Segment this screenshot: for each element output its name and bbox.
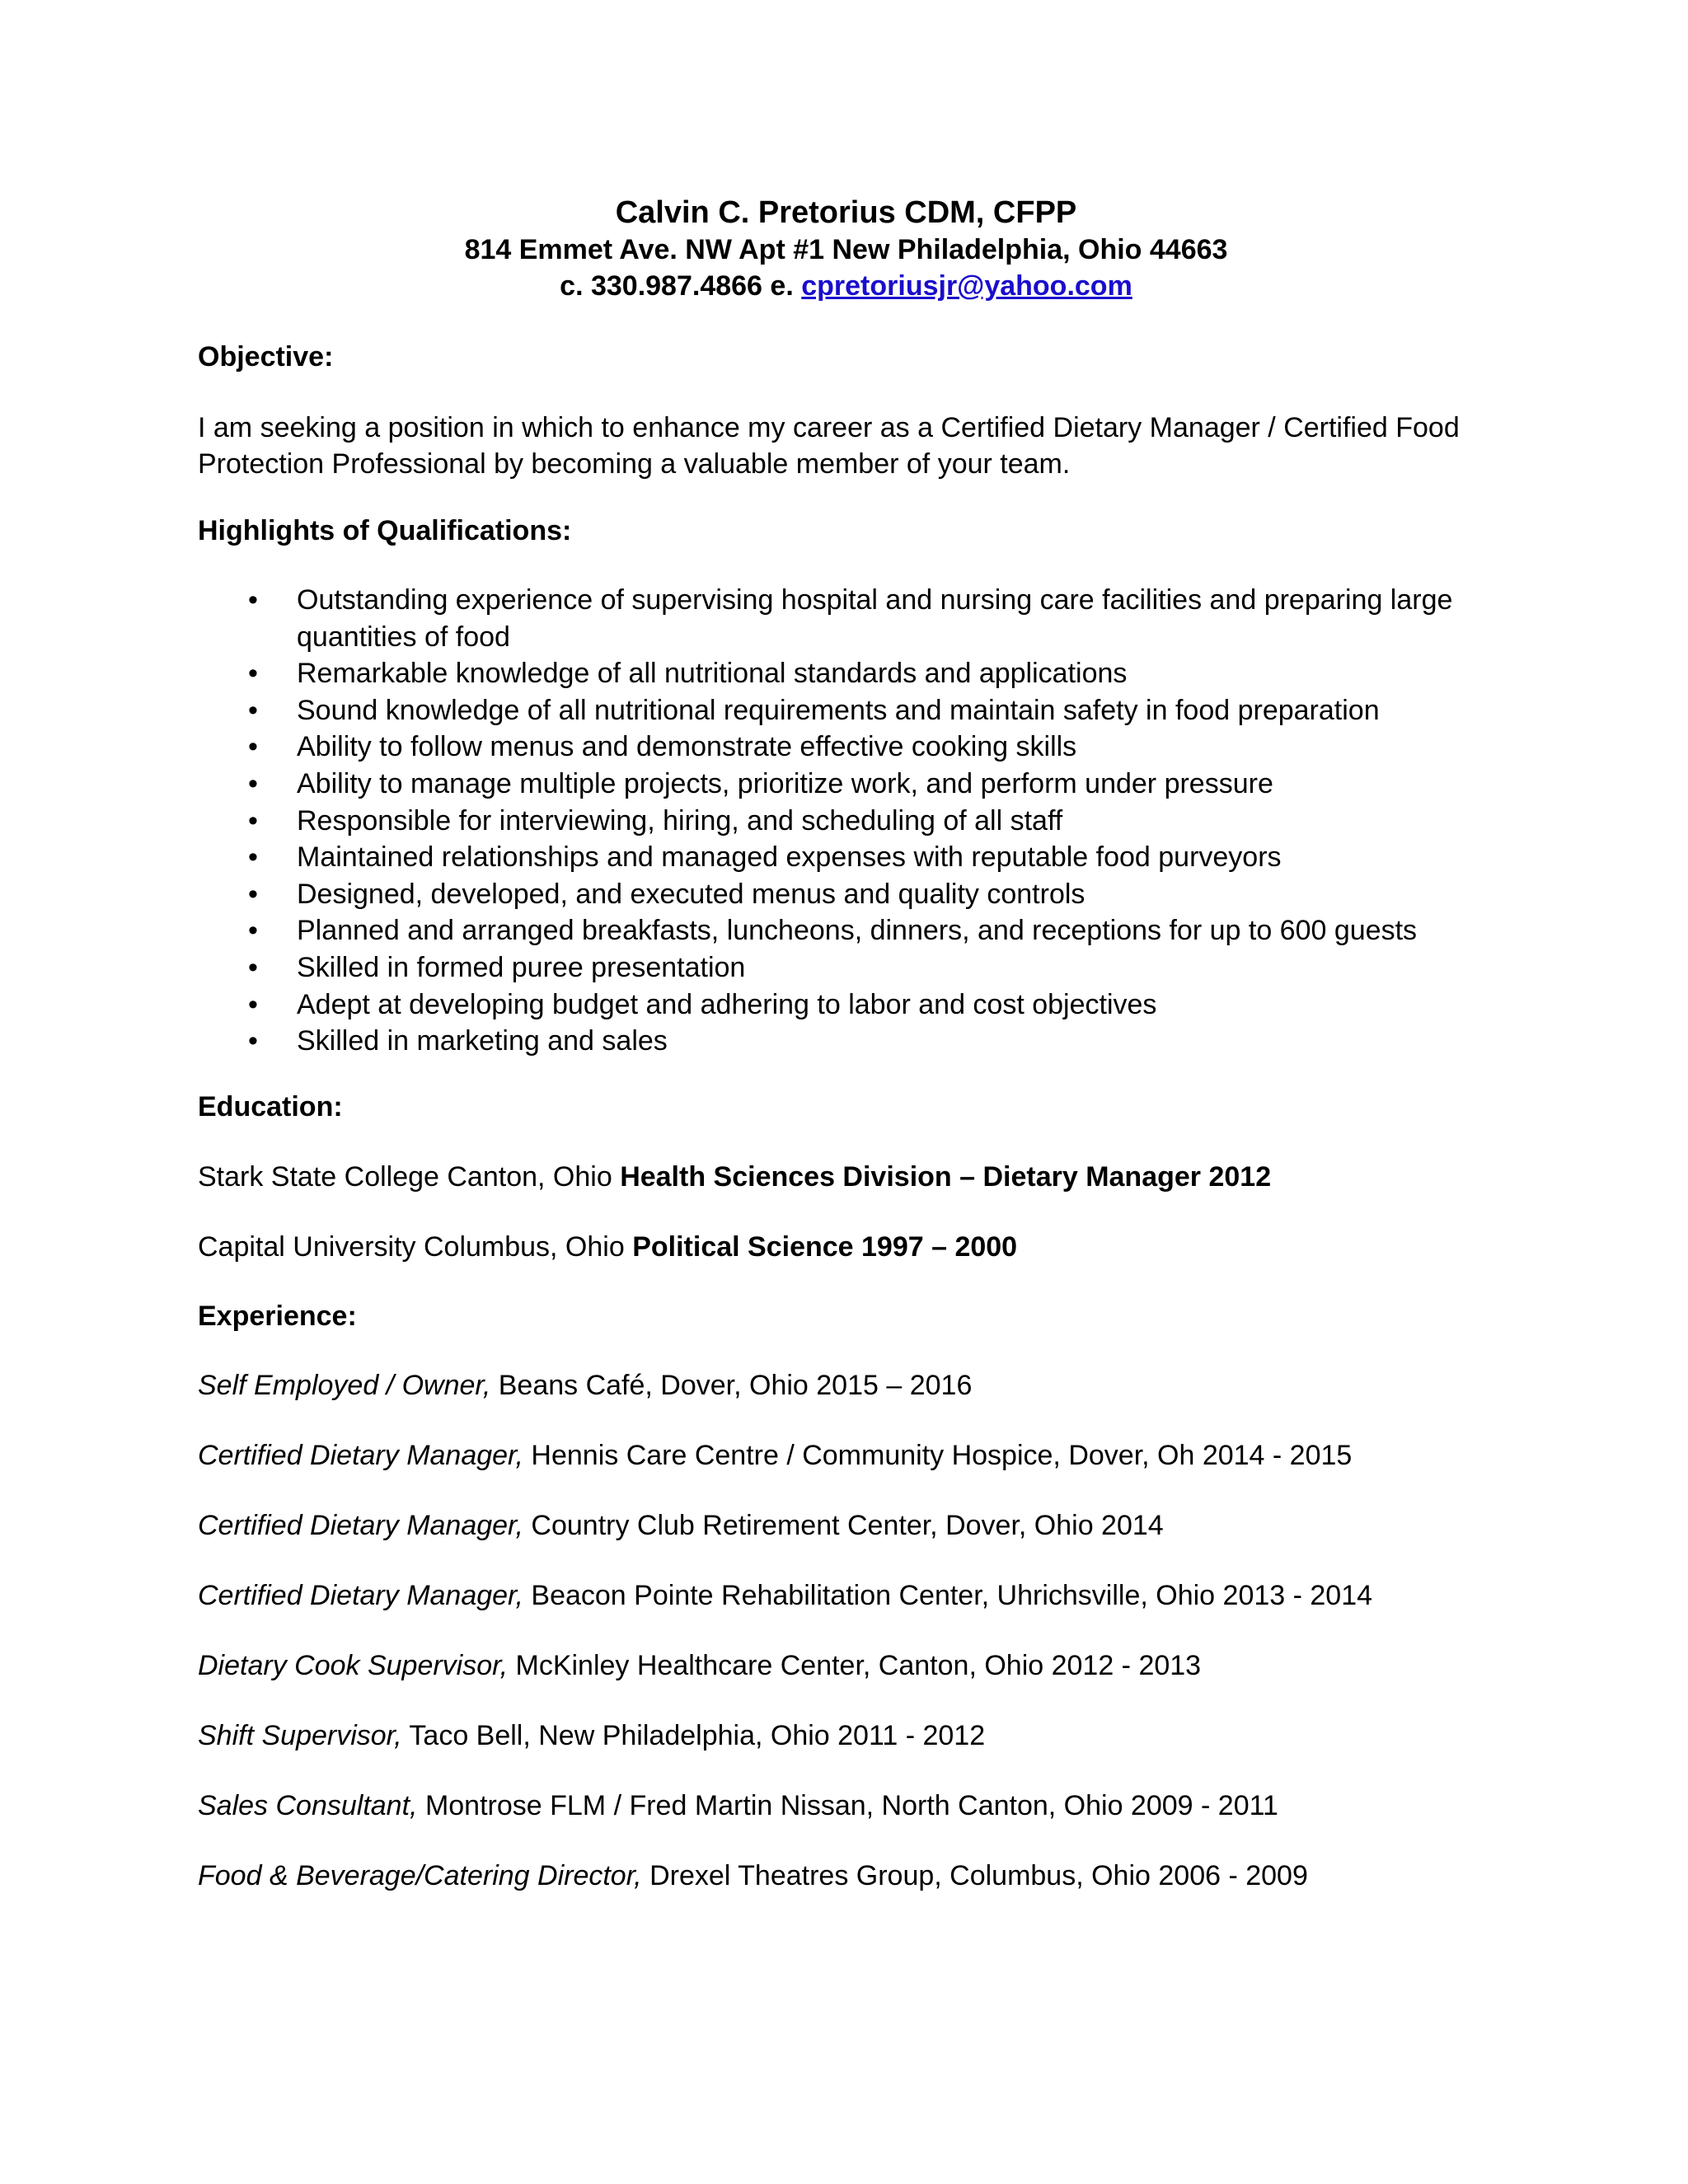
experience-entry (198, 1647, 1517, 1684)
experience-details: Beans Café, Dover, Ohio 2015 – 2016 (498, 1369, 973, 1401)
experience-role: Sales Consultant, (198, 1789, 418, 1821)
experience-title: Experience: (198, 1300, 357, 1332)
experience-role: Certified Dietary Manager, (198, 1509, 523, 1541)
experience-role: Shift Supervisor, (198, 1719, 402, 1751)
email-link[interactable]: cpretoriusjr@yahoo.com (801, 270, 1132, 302)
experience-entry (198, 1577, 1517, 1614)
list-item: • Skilled in formed puree presentation (198, 949, 1525, 987)
experience-role: Certified Dietary Manager, (198, 1439, 523, 1471)
experience-details: Taco Bell, New Philadelphia, Ohio 2011 - 2012 (409, 1719, 986, 1751)
email-prefix: e. (770, 270, 794, 302)
objective-title: Objective: (198, 341, 334, 373)
list-item: • Adept at developing budget and adhering to labor and cost objectives (198, 987, 1525, 1024)
experience-entry (198, 1788, 1517, 1824)
experience-role: Dietary Cook Supervisor, (198, 1649, 509, 1681)
list-item: • Skilled in marketing and sales (198, 1023, 1525, 1060)
education-program: Political Science 1997 – 2000 (632, 1230, 1018, 1263)
list-item: • Responsible for interviewing, hiring, and scheduling of all staff (198, 803, 1525, 840)
experience-entry (198, 1858, 1517, 1894)
list-item: • Ability to follow menus and demonstrate effective cooking skills (198, 729, 1525, 766)
list-item: • Maintained relationships and managed expenses with reputable food purveyors (198, 839, 1525, 876)
experience-details: Hennis Care Centre / Community Hospice, Dover, Oh 2014 - 2015 (531, 1439, 1353, 1471)
experience-entry (198, 1718, 1517, 1754)
candidate-name: Calvin C. Pretorius CDM, CFPP (615, 195, 1077, 230)
experience-details: Drexel Theatres Group, Columbus, Ohio 2006 - 2009 (649, 1859, 1308, 1891)
education-title: Education: (198, 1090, 343, 1122)
list-item: • Outstanding experience of supervising hospital and nursing care facilities and preparing large quantities of food (198, 582, 1525, 655)
education-school: Capital University Columbus, Ohio (198, 1230, 625, 1263)
resume-header (198, 194, 1494, 304)
list-item: • Planned and arranged breakfasts, luncheons, dinners, and receptions for up to 600 guests (198, 912, 1525, 949)
list-item: • Ability to manage multiple projects, prioritize work, and perform under pressure (198, 766, 1525, 803)
experience-entry (198, 1367, 1517, 1404)
experience-details: McKinley Healthcare Center, Canton, Ohio 2012 - 2013 (515, 1649, 1202, 1681)
list-item: • Remarkable knowledge of all nutritional standards and applications (198, 655, 1525, 692)
experience-role: Certified Dietary Manager, (198, 1579, 523, 1611)
education-entry (198, 1159, 1517, 1195)
experience-role: Food & Beverage/Catering Director, (198, 1859, 642, 1891)
experience-details: Country Club Retirement Center, Dover, Ohio 2014 (531, 1509, 1164, 1541)
experience-entry (198, 1437, 1517, 1474)
contact-line (198, 268, 1494, 304)
list-item: • Designed, developed, and executed menus and quality controls (198, 876, 1525, 913)
experience-details: Montrose FLM / Fred Martin Nissan, North Canton, Ohio 2009 - 2011 (424, 1789, 1278, 1821)
list-item: • Sound knowledge of all nutritional requirements and maintain safety in food preparation (198, 692, 1525, 729)
objective-text: I am seeking a position in which to enhance my career as a Certified Dietary Manager / Certified Food Protection Professional by becoming a valuable member of your team. (198, 412, 1460, 480)
qualifications-list (198, 582, 1517, 1060)
qualifications-title: Highlights of Qualifications: (198, 515, 572, 546)
education-entry (198, 1229, 1517, 1265)
education-school: Stark State College Canton, Ohio (198, 1160, 612, 1193)
education-program: Health Sciences Division – Dietary Manager 2012 (620, 1160, 1272, 1193)
experience-entry (198, 1507, 1517, 1544)
experience-role: Self Employed / Owner, (198, 1369, 491, 1401)
resume-page (198, 194, 1517, 1894)
phone-number: c. 330.987.4866 (560, 270, 762, 302)
candidate-address: 814 Emmet Ave. NW Apt #1 New Philadelphia, Ohio 44663 (464, 234, 1228, 265)
experience-details: Beacon Pointe Rehabilitation Center, Uhrichsville, Ohio 2013 - 2014 (531, 1579, 1373, 1611)
